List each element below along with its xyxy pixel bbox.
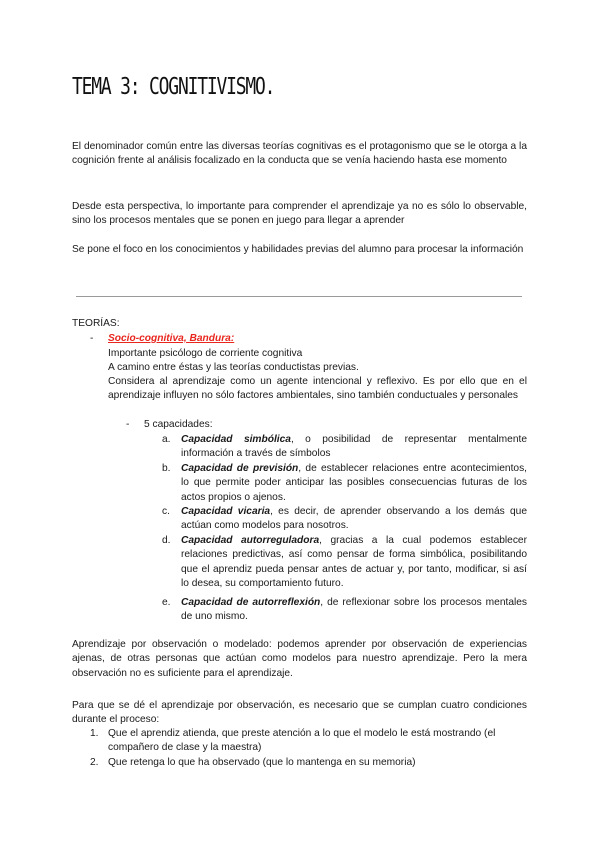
intro-paragraph-2: Desde esta perspectiva, lo importante para comprender el aprendizaje ya no es sólo lo observable, sino los procesos mentales que se ponen en juego para llegar a aprender bbox=[72, 201, 527, 227]
capacity-item bbox=[162, 505, 527, 534]
capacity-description: , de reflexionar sobre los procesos mentales de uno mismo. bbox=[181, 597, 528, 623]
theory-line-2: A camino entre éstas y las teorías conductistas previas. bbox=[108, 362, 359, 373]
bullet-dash: - bbox=[90, 333, 94, 344]
capacity-description: , gracias a la cual podemos establecer relaciones predictivas, así como pensar de forma simbólica, posibilitando que el aprendiz pueda pensar antes de actuar y, por tanto, modificar, si así lo desea, su comportamiento futuro. bbox=[181, 535, 527, 589]
condition-text: Que retenga lo que ha observado (que lo mantenga en su memoria) bbox=[108, 757, 416, 768]
condition-item bbox=[90, 756, 527, 770]
capacity-letter: b. bbox=[162, 463, 171, 474]
capacity-description: , o posibilidad de representar mentalmente información a través de símbolos bbox=[181, 434, 527, 460]
capacity-description: , es decir, de aprender observando a los demás que actúan como modelos para nosotros. bbox=[181, 506, 528, 532]
intro-paragraph-1: El denominador común entre las diversas teorías cognitivas es el protagonismo que se le otorga a la cognición frente al análisis focalizado en la conducta que se venía haciendo hasta ese momento bbox=[72, 141, 527, 167]
capacity-term: Capacidad autorreguladora bbox=[181, 535, 320, 546]
theory-name: Socio-cognitiva, Bandura: bbox=[108, 333, 235, 344]
capacity-letter: a. bbox=[162, 434, 171, 445]
theory-line-1: Importante psicólogo de corriente cognitiva bbox=[108, 348, 303, 359]
capacity-letter: e. bbox=[162, 597, 171, 608]
condition-item bbox=[90, 727, 527, 756]
conditions-intro: Para que se dé el aprendizaje por observación, es necesario que se cumplan cuatro condiciones durante el proceso: bbox=[72, 700, 527, 726]
page-title: TEMA 3: COGNITIVISMO. bbox=[72, 74, 275, 100]
capacity-item bbox=[162, 433, 527, 462]
capacity-item bbox=[162, 596, 527, 625]
theory-line-3: Considera al aprendizaje como un agente intencional y reflexivo. Es por ello que en el aprendizaje influyen no sólo factores ambientales, sino también conductuales y personales bbox=[108, 376, 527, 402]
capacity-term: Capacidad vicaria bbox=[181, 506, 271, 517]
capacity-letter: d. bbox=[162, 535, 171, 546]
capacity-term: Capacidad de previsión bbox=[181, 463, 299, 474]
horizontal-divider bbox=[76, 296, 522, 297]
sub-bullet-dash: - bbox=[126, 419, 130, 430]
capacity-description: , de establecer relaciones entre acontecimientos, lo que permite poder anticipar las posibles consecuencias futuras de los actos propios o ajenos. bbox=[181, 463, 527, 503]
capacities-label: 5 capacidades: bbox=[144, 419, 213, 430]
condition-number: 1. bbox=[90, 728, 99, 739]
capacity-term: Capacidad simbólica bbox=[181, 434, 291, 445]
observation-paragraph: Aprendizaje por observación o modelado: podemos aprender por observación de experiencias ajenas, de otras personas que actúan como modelos para nuestro aprendizaje. Pero la mera observación no es suficiente para el aprendizaje. bbox=[72, 639, 527, 679]
capacity-item bbox=[162, 534, 527, 591]
intro-paragraph-3: Se pone el foco en los conocimientos y habilidades previas del alumno para procesar la información bbox=[72, 244, 524, 255]
capacity-term: Capacidad de autorreflexión bbox=[181, 597, 321, 608]
condition-number: 2. bbox=[90, 757, 99, 768]
capacity-item bbox=[162, 462, 527, 505]
theories-heading: TEORÍAS: bbox=[72, 318, 120, 329]
condition-text: Que el aprendiz atienda, que preste atención a lo que el modelo le está mostrando (el compañero de clase y la maestra) bbox=[108, 728, 496, 754]
capacity-letter: c. bbox=[162, 506, 170, 517]
